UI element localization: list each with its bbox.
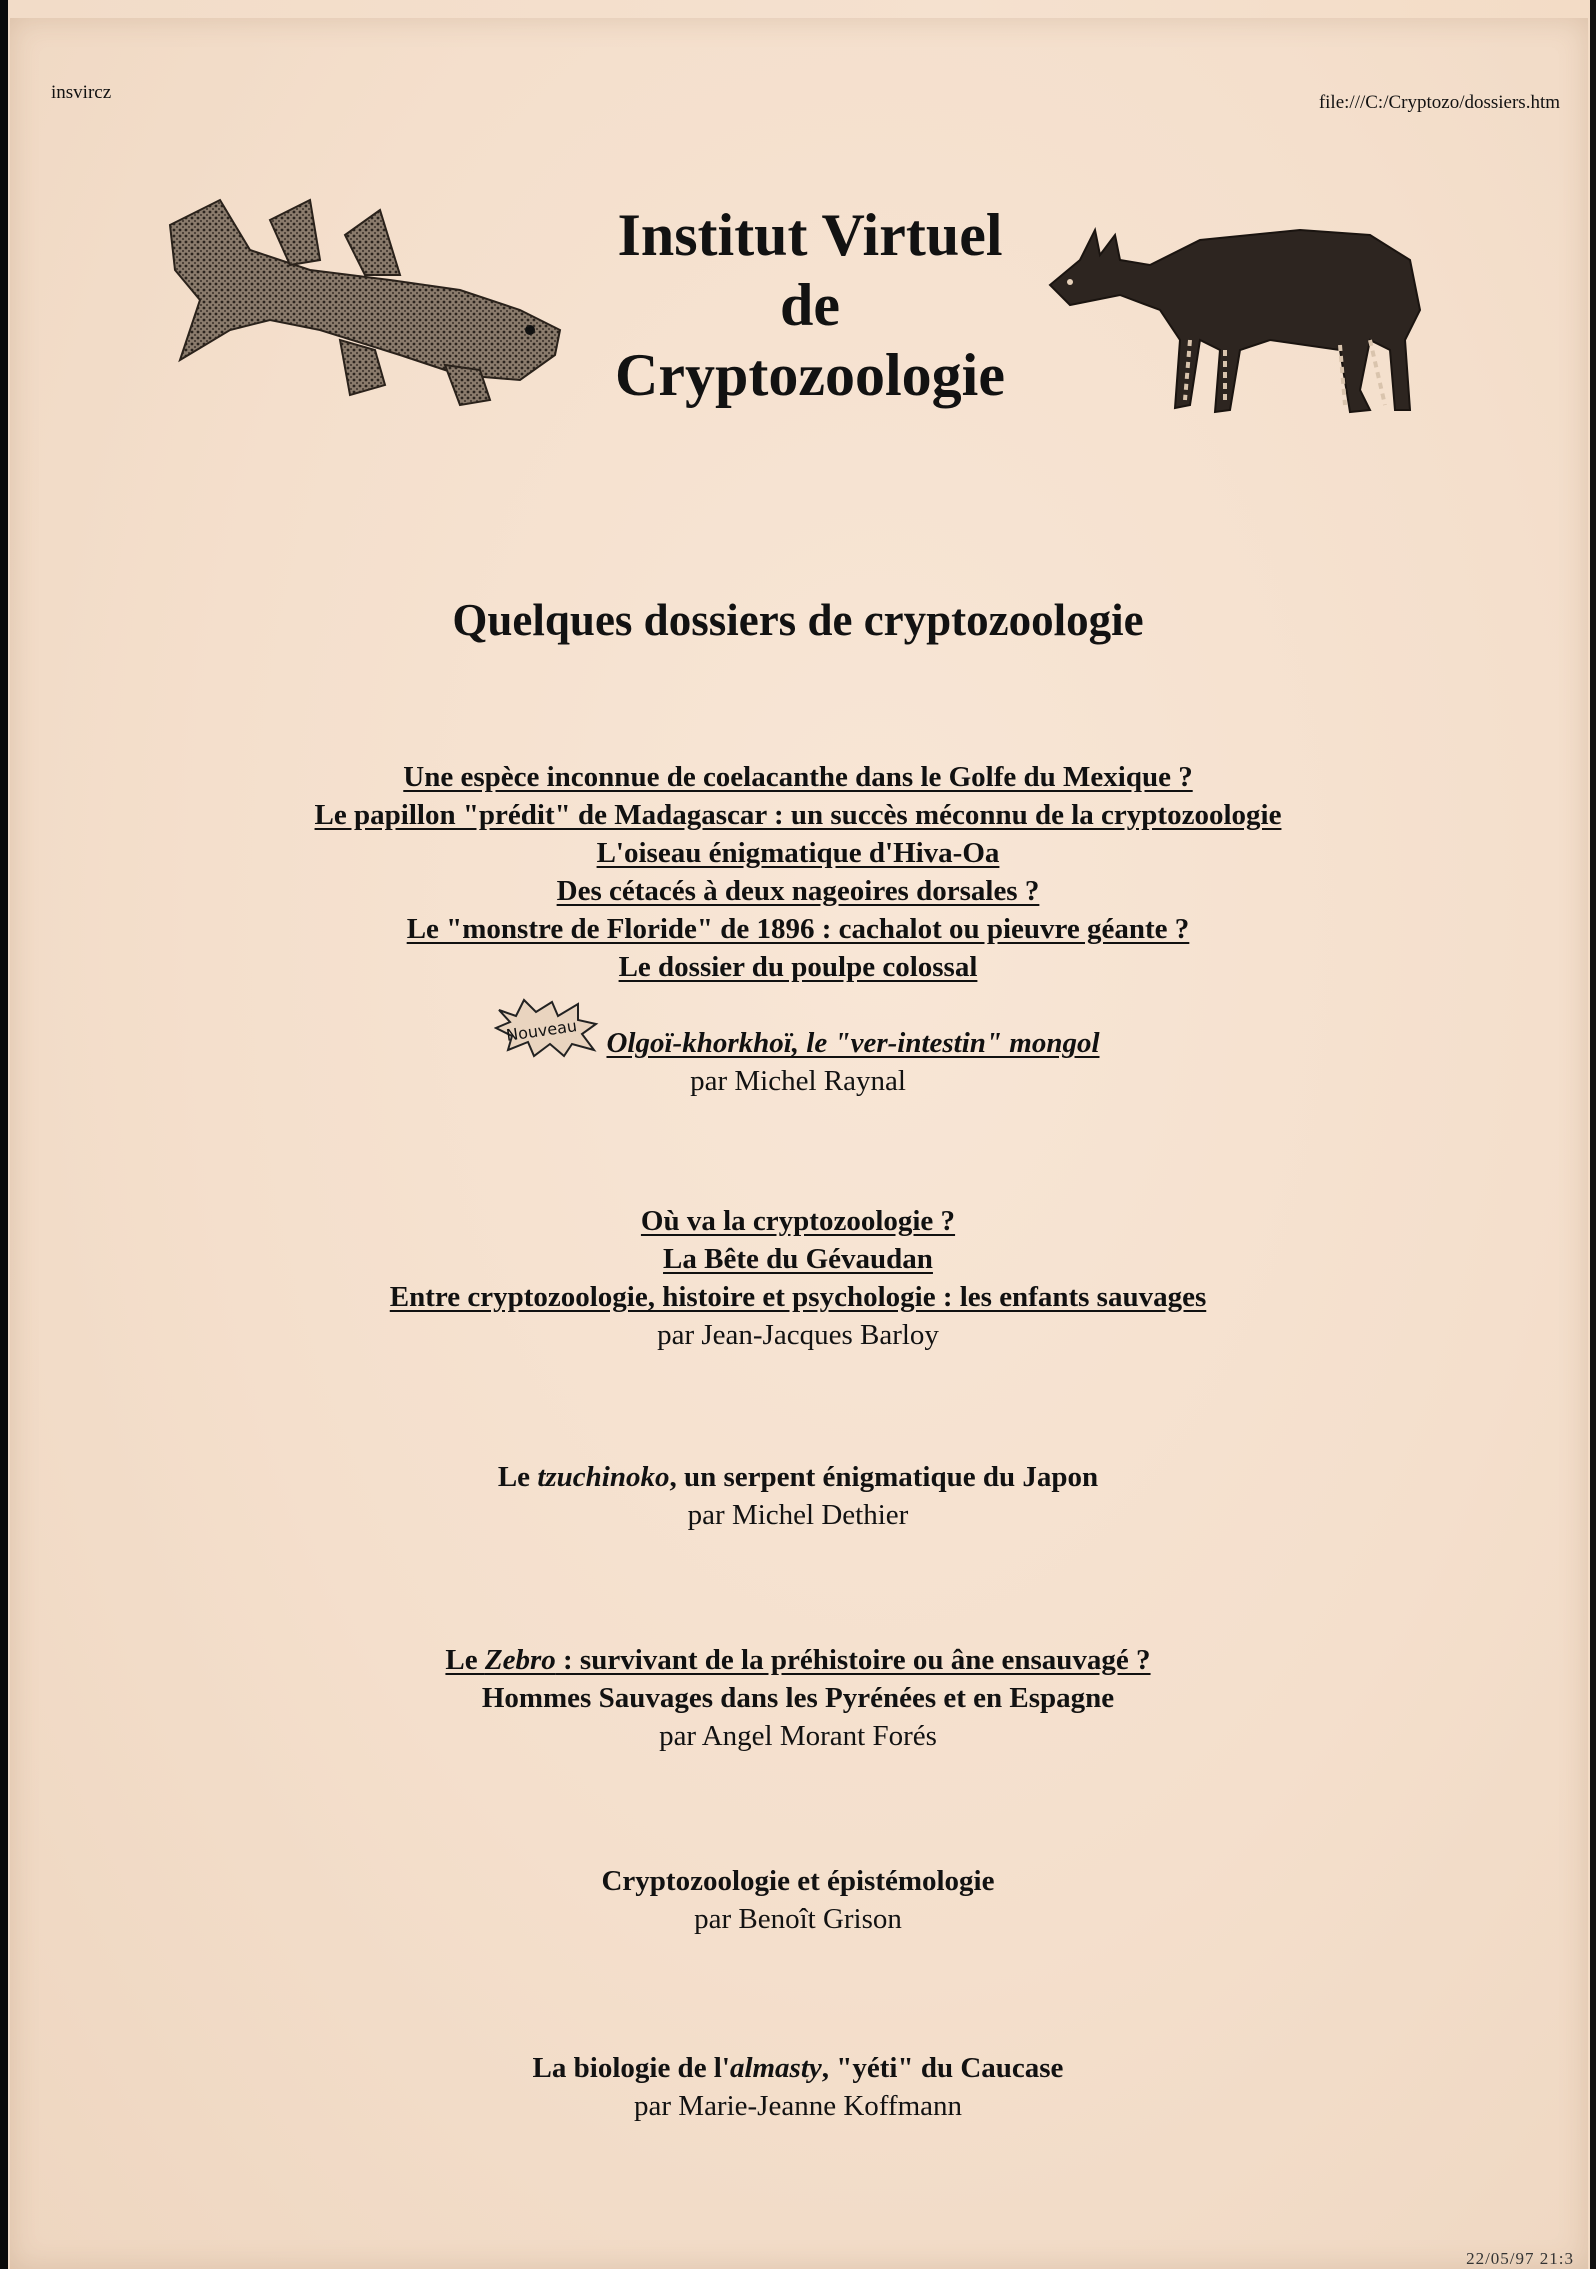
dossier-link[interactable]: Où va la cryptozoologie ?	[640, 1205, 956, 1237]
dossier-link[interactable]: Le "monstre de Floride" de 1896 : cachalot ou pieuvre géante ?	[406, 913, 1190, 945]
author-byline: par Michel Dethier	[687, 1499, 909, 1531]
site-title	[540, 200, 1080, 410]
site-title-line-1: Institut Virtuel	[617, 202, 1003, 268]
dossier-link[interactable]: L'oiseau énigmatique d'Hiva-Oa	[596, 837, 1000, 869]
dossier-title: Hommes Sauvages dans les Pyrénées et en Espagne	[481, 1682, 1115, 1714]
dossier-link[interactable]: Le Zebro : survivant de la préhistoire ou âne ensauvagé ?	[445, 1644, 1151, 1676]
okapi-illustration	[1040, 190, 1450, 420]
dossier-title: La biologie de l'almasty, "yéti" du Caucase	[532, 2052, 1064, 2084]
site-title-line-3: Cryptozoologie	[615, 342, 1005, 408]
page-header-url: file:///C:/Cryptozo/dossiers.htm	[1318, 92, 1560, 113]
dossier-group-koffmann	[0, 2049, 1596, 2125]
print-date: 22/05/97 21:3	[1466, 2249, 1574, 2268]
dossier-link[interactable]: Des cétacés à deux nageoires dorsales ?	[556, 875, 1040, 907]
new-badge-label: Nouveau	[505, 1016, 579, 1045]
dossier-group-barloy	[0, 1202, 1596, 1354]
page-heading: Quelques dossiers de cryptozoologie	[452, 595, 1144, 645]
site-title-line-2: de	[780, 272, 840, 338]
page-header-left: insvircz	[51, 82, 112, 103]
dossier-title: Le tzuchinoko, un serpent énigmatique du Japon	[497, 1461, 1099, 1493]
author-byline: par Angel Morant Forés	[659, 1720, 937, 1752]
coelacanth-illustration	[160, 180, 580, 420]
dossier-group-grison	[0, 1862, 1596, 1938]
author-byline: par Marie-Jeanne Koffmann	[634, 2090, 962, 2122]
author-byline: par Benoît Grison	[694, 1903, 902, 1935]
dossier-group-raynal	[0, 758, 1596, 1100]
dossier-link[interactable]: Une espèce inconnue de coelacanthe dans le Golfe du Mexique ?	[403, 761, 1193, 793]
author-byline: par Jean-Jacques Barloy	[657, 1319, 939, 1351]
dossier-link-new[interactable]: Olgoï-khorkhoï, le "ver-intestin" mongol	[606, 1027, 1100, 1059]
author-byline: par Michel Raynal	[690, 1065, 906, 1097]
dossier-link[interactable]: Le papillon "prédit" de Madagascar : un succès méconnu de la cryptozoologie	[314, 799, 1282, 831]
dossier-group-dethier	[0, 1458, 1596, 1534]
dossier-link[interactable]: Le dossier du poulpe colossal	[618, 951, 978, 983]
dossier-title: Cryptozoologie et épistémologie	[601, 1865, 995, 1897]
dossier-link[interactable]: Entre cryptozoologie, histoire et psychologie : les enfants sauvages	[389, 1281, 1207, 1313]
dossier-link[interactable]: La Bête du Gévaudan	[663, 1243, 933, 1275]
dossier-group-morant	[0, 1641, 1596, 1755]
